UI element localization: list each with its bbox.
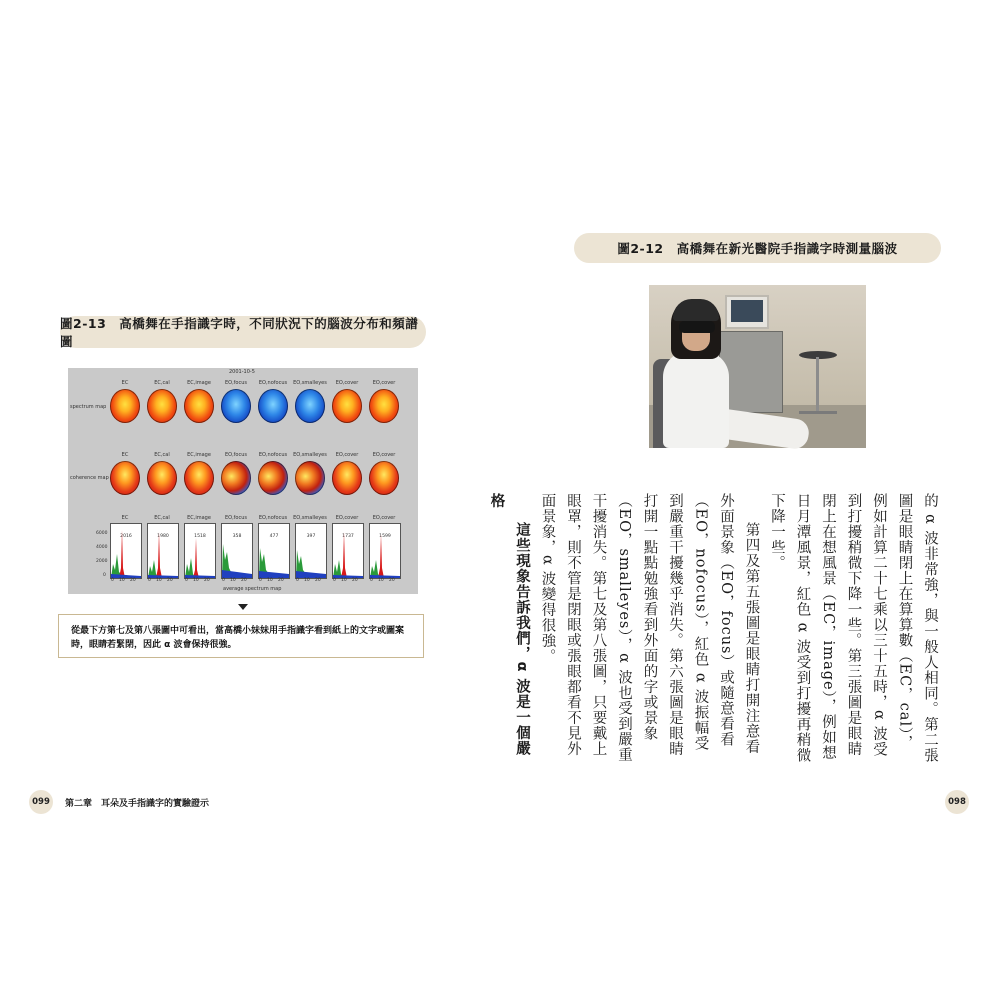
x-tick: 10 xyxy=(230,578,236,583)
coherence-head-map xyxy=(295,461,325,495)
x-tick: 20 xyxy=(352,578,358,583)
spectrum-histogram xyxy=(184,523,216,579)
page-number-right: 098 xyxy=(945,790,969,814)
x-tick: 20 xyxy=(167,578,173,583)
col-label: EO,cover xyxy=(335,380,359,386)
x-tick: 20 xyxy=(278,578,284,583)
spectrum-head-map xyxy=(295,389,325,423)
eeg-figure xyxy=(68,368,418,594)
spectrum-head-map xyxy=(110,389,140,423)
paragraph: 第四及第五張圖是眼睛打開注意看外面景象（EO，focus）或隨意看看（EO，nofocus），紅色 α 波振幅受到嚴重干擾幾乎消失。第六張圖是眼睛打開一點點勉強看到外面的字或景象（EO，smalleyes），α 波也受到嚴重干擾消失。第七及第八張圖，只要戴上眼罩，則不管是閉眼或張眼都看不見外面景象，α 波變得很強。 xyxy=(539,493,760,763)
spectrum-histogram xyxy=(258,523,290,579)
y-tick: 0 xyxy=(103,573,106,578)
coherence-head-map xyxy=(258,461,288,495)
x-tick: 0 xyxy=(185,578,188,583)
coherence-head-map xyxy=(147,461,177,495)
col-label: EC,image xyxy=(187,452,211,458)
col-label: EO,focus xyxy=(224,380,248,386)
body-text-vertical xyxy=(488,493,942,764)
coherence-head-map xyxy=(184,461,214,495)
col-label: EO,smalleyes xyxy=(293,380,327,386)
histogram-value: 1980 xyxy=(157,534,169,539)
x-tick: 20 xyxy=(204,578,210,583)
col-label: EO,cover xyxy=(372,380,396,386)
figure-note: 從最下方第七及第八張圖中可看出，當高橋小妹妹用手指識字看到紙上的文字或圖案時，眼睛若緊閉，因此 α 波會保持很強。 xyxy=(58,614,424,658)
col-label: EO,cover xyxy=(372,452,396,458)
x-tick: 20 xyxy=(315,578,321,583)
x-tick: 0 xyxy=(111,578,114,583)
col-label: EC,cal xyxy=(154,380,170,386)
col-label: EO,nofocus xyxy=(258,452,288,458)
col-label: EC xyxy=(121,380,129,386)
x-tick: 10 xyxy=(378,578,384,583)
x-tick: 0 xyxy=(259,578,262,583)
chapter-title: 第二章 耳朵及手指識字的實驗證示 xyxy=(65,799,210,809)
subject-body xyxy=(663,351,729,448)
histogram-value: 358 xyxy=(232,534,242,539)
x-axis-label: average spectrum map xyxy=(223,586,282,592)
col-label: EC,image xyxy=(187,515,211,521)
col-label: EC xyxy=(121,515,129,521)
coherence-head-map xyxy=(221,461,251,495)
x-tick: 10 xyxy=(156,578,162,583)
spectrum-histogram xyxy=(147,523,179,579)
x-tick: 0 xyxy=(333,578,336,583)
x-tick: 0 xyxy=(370,578,373,583)
col-label: EO,nofocus xyxy=(258,515,288,521)
col-label: EO,cover xyxy=(372,515,396,521)
x-tick: 20 xyxy=(241,578,247,583)
spectrum-head-map xyxy=(184,389,214,423)
y-tick: 4000 xyxy=(96,545,108,550)
histogram-value: 1518 xyxy=(194,534,206,539)
x-tick: 0 xyxy=(148,578,151,583)
col-label: EC xyxy=(121,452,129,458)
histogram-value: 1737 xyxy=(342,534,354,539)
col-label: EO,focus xyxy=(224,452,248,458)
x-tick: 10 xyxy=(267,578,273,583)
col-label: EC,cal xyxy=(154,452,170,458)
row-label-spectrum: spectrum map xyxy=(70,404,107,410)
col-label: EO,nofocus xyxy=(258,380,288,386)
x-tick: 20 xyxy=(130,578,136,583)
spectrum-histogram xyxy=(221,523,253,579)
x-tick: 20 xyxy=(389,578,395,583)
x-tick: 10 xyxy=(341,578,347,583)
eeg-measurement-photo xyxy=(649,285,866,448)
spectrum-histogram xyxy=(110,523,142,579)
y-tick: 2000 xyxy=(96,559,108,564)
coherence-head-map xyxy=(332,461,362,495)
spectrum-head-map xyxy=(332,389,362,423)
monitor-screen xyxy=(731,300,763,322)
histogram-value: 477 xyxy=(269,534,279,539)
page-number-left: 099 xyxy=(29,790,53,814)
coherence-head-map xyxy=(369,461,399,495)
histogram-value: 397 xyxy=(306,534,316,539)
stool-leg xyxy=(816,357,819,413)
down-arrow-icon xyxy=(238,604,248,610)
spectrum-head-map xyxy=(369,389,399,423)
spectrum-head-map xyxy=(147,389,177,423)
spectrum-histogram xyxy=(332,523,364,579)
figure-caption-2-13: 圖2-13 高橋舞在手指識字時，不同狀況下的腦波分布和頻譜圖 xyxy=(60,316,426,348)
x-tick: 0 xyxy=(296,578,299,583)
paragraph: 的 α 波非常強，與一般人相同。第二張圖是眼睛閉上在算算數（EC，cal），例如計算二十七乘以三十五時，α 波受到打擾稍微下降一些。第三張圖是眼睛閉上在想風景（EC，image），例如想日月潭風景，紅色 α 波受到打擾再稍微下降一些。 xyxy=(769,493,938,764)
col-label: EC,cal xyxy=(154,515,170,521)
col-label: EO,smalleyes xyxy=(293,452,327,458)
figure-date: 2001-10-5 xyxy=(229,369,255,375)
histogram-value: 2016 xyxy=(120,534,132,539)
x-tick: 0 xyxy=(222,578,225,583)
col-label: EO,cover xyxy=(335,452,359,458)
row-label-coherence: coherence map xyxy=(70,475,109,481)
blindfold-goggles xyxy=(679,321,715,333)
spectrum-histogram xyxy=(369,523,401,579)
col-label: EO,smalleyes xyxy=(293,515,327,521)
x-tick: 10 xyxy=(304,578,310,583)
spectrum-head-map xyxy=(258,389,288,423)
eeg-cap xyxy=(673,299,719,321)
stool-base xyxy=(799,411,837,414)
coherence-head-map xyxy=(110,461,140,495)
spectrum-histogram xyxy=(295,523,327,579)
x-tick: 10 xyxy=(119,578,125,583)
col-label: EO,cover xyxy=(335,515,359,521)
figure-caption-2-12: 圖2-12 高橋舞在新光醫院手指識字時測量腦波 xyxy=(574,233,941,263)
monitor xyxy=(725,295,769,329)
y-tick: 6000 xyxy=(96,531,108,536)
bold-paragraph: 這些現象告訴我們，α 波是一個嚴格 xyxy=(488,493,530,757)
spectrum-head-map xyxy=(221,389,251,423)
col-label: EO,focus xyxy=(224,515,248,521)
histogram-value: 1599 xyxy=(379,534,391,539)
x-tick: 10 xyxy=(193,578,199,583)
col-label: EC,image xyxy=(187,380,211,386)
